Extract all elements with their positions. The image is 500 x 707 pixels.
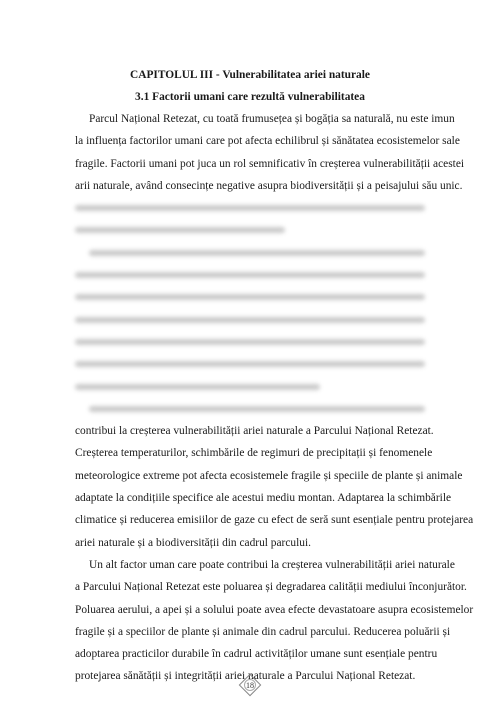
text-line: fragile. Factorii umani pot juca un rol semnificativ în creșterea vulnerabilității acestei xyxy=(75,157,465,170)
blurred-line xyxy=(75,398,425,420)
page-number: 18 xyxy=(246,680,254,690)
text-line: Un alt factor uman care poate contribui la creșterea vulnerabilității ariei naturale xyxy=(89,558,455,571)
page-number-ornament-icon xyxy=(239,674,261,696)
blurred-line xyxy=(75,331,425,353)
text-line: adoptarea practicilor durabile în cadrul activităților umane sunt esențiale pentru xyxy=(75,648,438,661)
blurred-line xyxy=(75,242,425,264)
paragraph-intro xyxy=(75,108,465,197)
chapter-title: CAPITOLUL III - Vulnerabilitatea ariei naturale xyxy=(130,69,370,81)
paragraph-pollution xyxy=(75,554,474,688)
blurred-line xyxy=(75,197,425,219)
text-line: Parcul Național Retezat, cu toată frumusețea și bogăția sa naturală, nu este imun xyxy=(89,113,455,125)
blurred-line xyxy=(75,376,425,398)
text-line: adaptate la condițiile specifice ale acestui mediu montan. Adaptarea la schimbările xyxy=(75,492,452,505)
blurred-text-region xyxy=(75,197,425,420)
blurred-line xyxy=(75,219,425,241)
text-line: fragile și a speciilor de plante și animale din cadrul parcului. Reducerea poluării și xyxy=(75,625,451,638)
text-line: arii naturale, având consecințe negative asupra biodiversității și a peisajului său unic. xyxy=(75,179,463,192)
text-line: meteorologice extreme pot afecta ecosistemele fragile și speciile de plante și animale xyxy=(75,469,463,482)
text-line: ariei naturale și a biodiversității din cadrul parcului. xyxy=(75,536,311,549)
text-line: protejarea sănătății și integrității ariei naturale a Parcului Național Retezat. xyxy=(75,670,416,683)
text-line: contribui la creșterea vulnerabilității ariei naturale a Parcului Național Retezat. xyxy=(75,425,434,438)
text-line: climatice și reducerea emisiilor de gaze cu efect de seră sunt esențiale pentru protejarea xyxy=(75,514,474,527)
blurred-line xyxy=(75,286,425,308)
paragraph-climate xyxy=(75,420,474,554)
blurred-line xyxy=(75,264,425,286)
page-footer xyxy=(0,674,500,696)
text-line: a Parcului Național Retezat este poluarea și degradarea calității mediului înconjurător. xyxy=(75,581,467,594)
text-line: Creșterea temperaturilor, schimbările de regimuri de precipitații și fenomenele xyxy=(75,447,433,460)
page-content xyxy=(75,64,474,688)
blurred-line xyxy=(75,353,425,375)
text-line: la influența factorilor umani care pot afecta echilibrul și sănătatea ecosistemelor sale xyxy=(75,135,460,148)
section-title: 3.1 Factorii umani care rezultă vulnerabilitatea xyxy=(135,91,365,103)
blurred-line xyxy=(75,309,425,331)
text-line: Poluarea aerului, a apei și a solului poate avea efecte devastatoare asupra ecosistemelor xyxy=(75,603,474,616)
